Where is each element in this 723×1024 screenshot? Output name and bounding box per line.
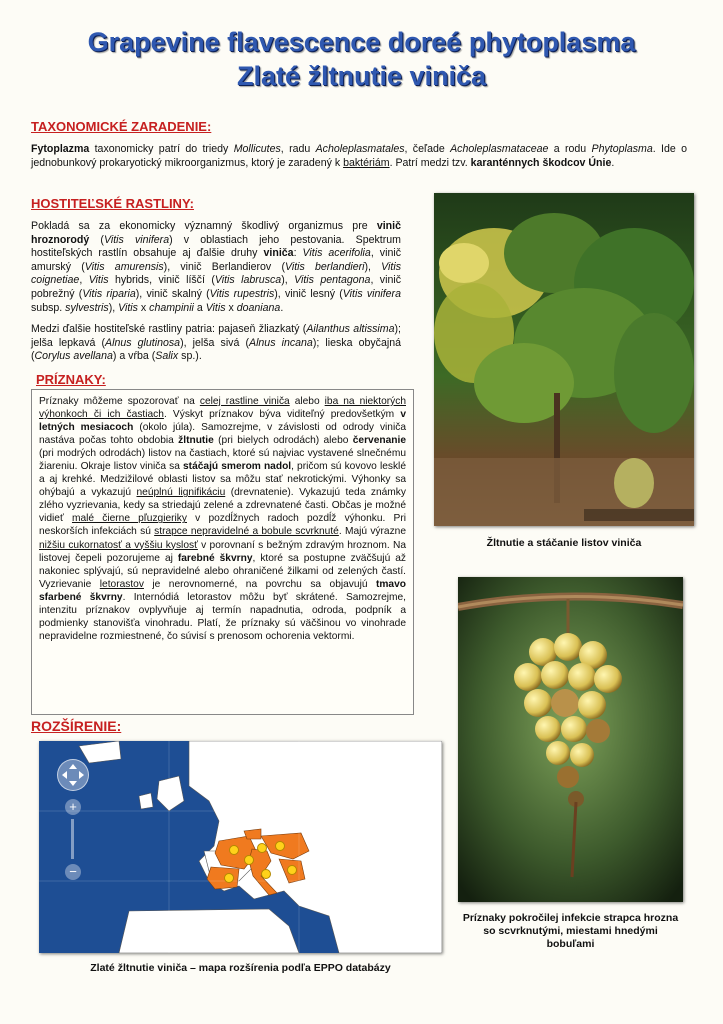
symptoms-heading: PRÍZNAKY:: [36, 372, 106, 387]
photo1-caption: Žltnutie a stáčanie listov viniča: [486, 537, 642, 549]
map-caption: Zlaté žltnutie viniča – mapa rozšírenia podľa EPPO databázy: [90, 962, 391, 974]
pan-arrows-icon: [58, 760, 88, 790]
presence-marker: [224, 873, 234, 883]
hosts-text: Pokladá sa za ekonomicky významný škodlivý organizmus pre vinič hroznorodý (Vitis vinifera) v oblastiach jeho pestovania. Spektrum hostiteľských rastlín obsahuje aj ďalšie druhy viniča: Vitis acerifolia, vinič amurský (Vitis amurensis), vinič Berlandierov (Vitis berlandieri), Vitis coignetiae, Vitis hybrids, vinič líščí (Vitis labrusca), Vitis pentagona, vinič pobrežný (Vitis riparia), vinič skalný (Vitis rupestris), vinič lesný (Vitis vinifera subsp. sylvestris), Vitis x champinii a Vitis x doaniana. Medzi ďalšie hostiteľské rastliny patria: pajaseň žliazkatý (Ailanthus altissima); jelša lepkavá (Alnus glutinosa), jelša sivá (Alnus incana); lieska obyčajná (Corylus avellana) a vŕba (Salix sp.).: [31, 220, 402, 363]
presence-marker: [275, 841, 285, 851]
title-line-2: Zlaté žltnutie viniča: [236, 61, 487, 91]
distribution-map: [39, 741, 442, 953]
vine-leaves-photo: [434, 193, 694, 526]
taxonomy-heading: TAXONOMICKÉ ZARADENIE:: [31, 119, 212, 134]
photo2-caption: Príznaky pokročilej infekcie strapca hrozna so scvrknutými, miestami hnedými bobuľami: [462, 912, 679, 950]
pan-control[interactable]: [57, 759, 89, 791]
presence-marker: [257, 843, 267, 853]
grape-cluster-photo: [458, 577, 683, 902]
presence-marker: [287, 865, 297, 875]
hosts-heading: HOSTITEĽSKÉ RASTLINY:: [31, 196, 194, 211]
presence-marker: [244, 855, 254, 865]
title-line-1: Grapevine flavescence doreé phytoplasma: [87, 27, 636, 57]
taxonomy-text: Fytoplazma taxonomicky patrí do triedy Mollicutes, radu Acholeplasmatales, čeľade Acholeplasmataceae a rodu Phytoplasma. Ide o jednobunkový prokaryotický mikroorganizmus, ktorý je zaradený k baktériám. Patrí medzi tzv. karanténnych škodcov Únie.: [31, 143, 687, 169]
presence-marker: [261, 869, 271, 879]
zoom-slider-track[interactable]: [71, 819, 74, 859]
presence-marker: [229, 845, 239, 855]
zoom-in-button[interactable]: +: [65, 799, 81, 815]
zoom-out-button[interactable]: −: [65, 864, 81, 880]
spread-heading: ROZŠÍRENIE:: [31, 718, 122, 734]
symptoms-text: Príznaky môžeme spozorovať na celej rastline viniča alebo iba na niektorých výhonkoch či ich častiach. Výskyt príznakov býva viditeľný predovšetkým v letných mesiacoch (okolo júla). Samozrejme, v závislosti od odrody viniča nastáva počas tohto obdobia žltnutie (pri bielych odrodách) alebo červenanie (pri modrých odrodách) listov na častiach, ktoré sú najviac vystavené slnečnému žiareniu. Okraje listov viniča sa stáčajú smerom nadol, pričom sú kovovo lesklé a aj krehké. Medzižilové oblasti listov sa môžu stať nekrotickými. Výhonky sa ohýbajú a vykazujú neúplnú lignifikáciu (drevnatenie). Vykazujú teda známky zlého vyzrievania, kedy sa striedajú zelené a zdrevnatené časti. Občas je možné vidieť malé čierne pľuzgieriky v pozdĺžnych radoch pozdĺž výhonku. Pri neskorších infekciách sú strapce nepravidelné a bobule scvrknuté. Majú výrazne nižšiu cukornatosť a vyššiu kyslosť v porovnaní s bežným zdravým hroznom. Na listovej čepeli pozorujeme aj farebné škvrny, ktoré sa postupne zväčšujú až nakoniec splývajú, sú nepravidelné alebo ohraničené žilkami od zelených častí. Vyzrievanie letorastov je nerovnomerné, na povrchu sa objavujú tmavo sfarbené škvrny. Internódiá letorastov môžu byť skrátené. Samozrejme, intenzitu príznakov ovplyvňuje aj termín napadnutia, odroda, podpník a podmienky stanovišťa vinohradu. Platí, že príznaky sú väčšinou vo vinohrade nepravidelne rozmiestnené, čo súvisí s prenosom ochorenia vektormi.: [31, 389, 414, 715]
